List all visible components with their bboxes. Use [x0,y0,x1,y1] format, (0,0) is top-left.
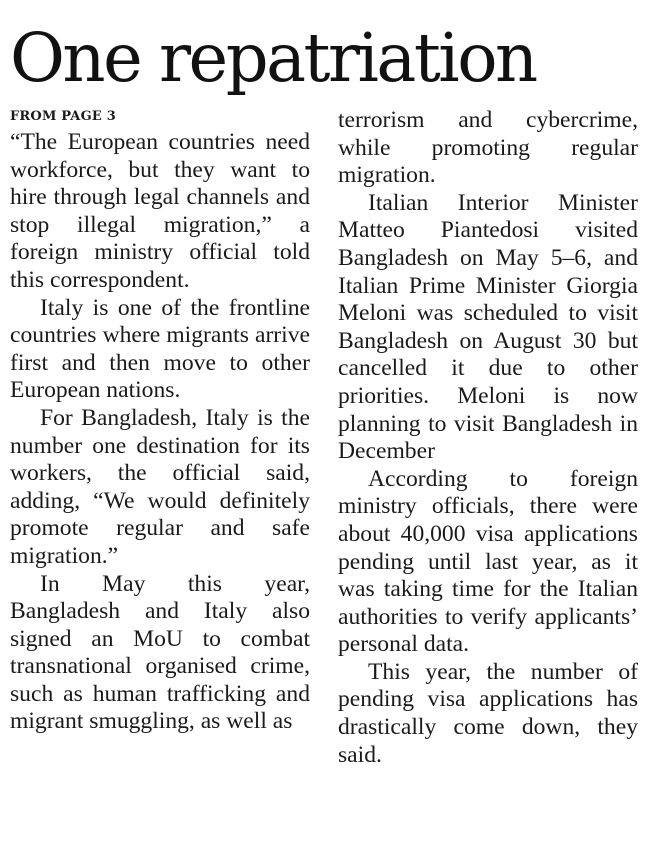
paragraph: In May this year, Bangladesh and Italy also signed an MoU to combat transnational organised crime, such as human trafficking and migrant smuggling, as well as [10,570,310,735]
paragraph: Italy is one of the frontline countries where migrants arrive first and then move to other European nations. [10,294,310,404]
continued-from-label: FROM PAGE 3 [10,109,116,124]
article-column-left [10,129,310,736]
paragraph: Italian Interior Minister Matteo Piantedosi visited Bangladesh on May 5–6, and Italian Prime Minister Giorgia Meloni was scheduled to visit Bangladesh on August 30 but cancelled it due to other priorities. Meloni is now planning to visit Bangladesh in December [338,189,638,465]
paragraph: This year, the number of pending visa applications has drastically come down, they said. [338,658,638,768]
headline: One repatriation [10,19,536,97]
paragraph: For Bangladesh, Italy is the number one destination for its workers, the official said, adding, “We would definitely promote regular and safe migration.” [10,404,310,569]
paragraph: terrorism and cybercrime, while promoting regular migration. [338,107,638,189]
paragraph: According to foreign ministry officials, there were about 40,000 visa applications pending until last year, as it was taking time for the Italian authorities to verify applicants’ personal data. [338,465,638,658]
article-column-right [338,107,638,769]
paragraph: “The European countries need workforce, but they want to hire through legal channels and stop illegal migration,” a foreign ministry official told this correspondent. [10,129,310,293]
